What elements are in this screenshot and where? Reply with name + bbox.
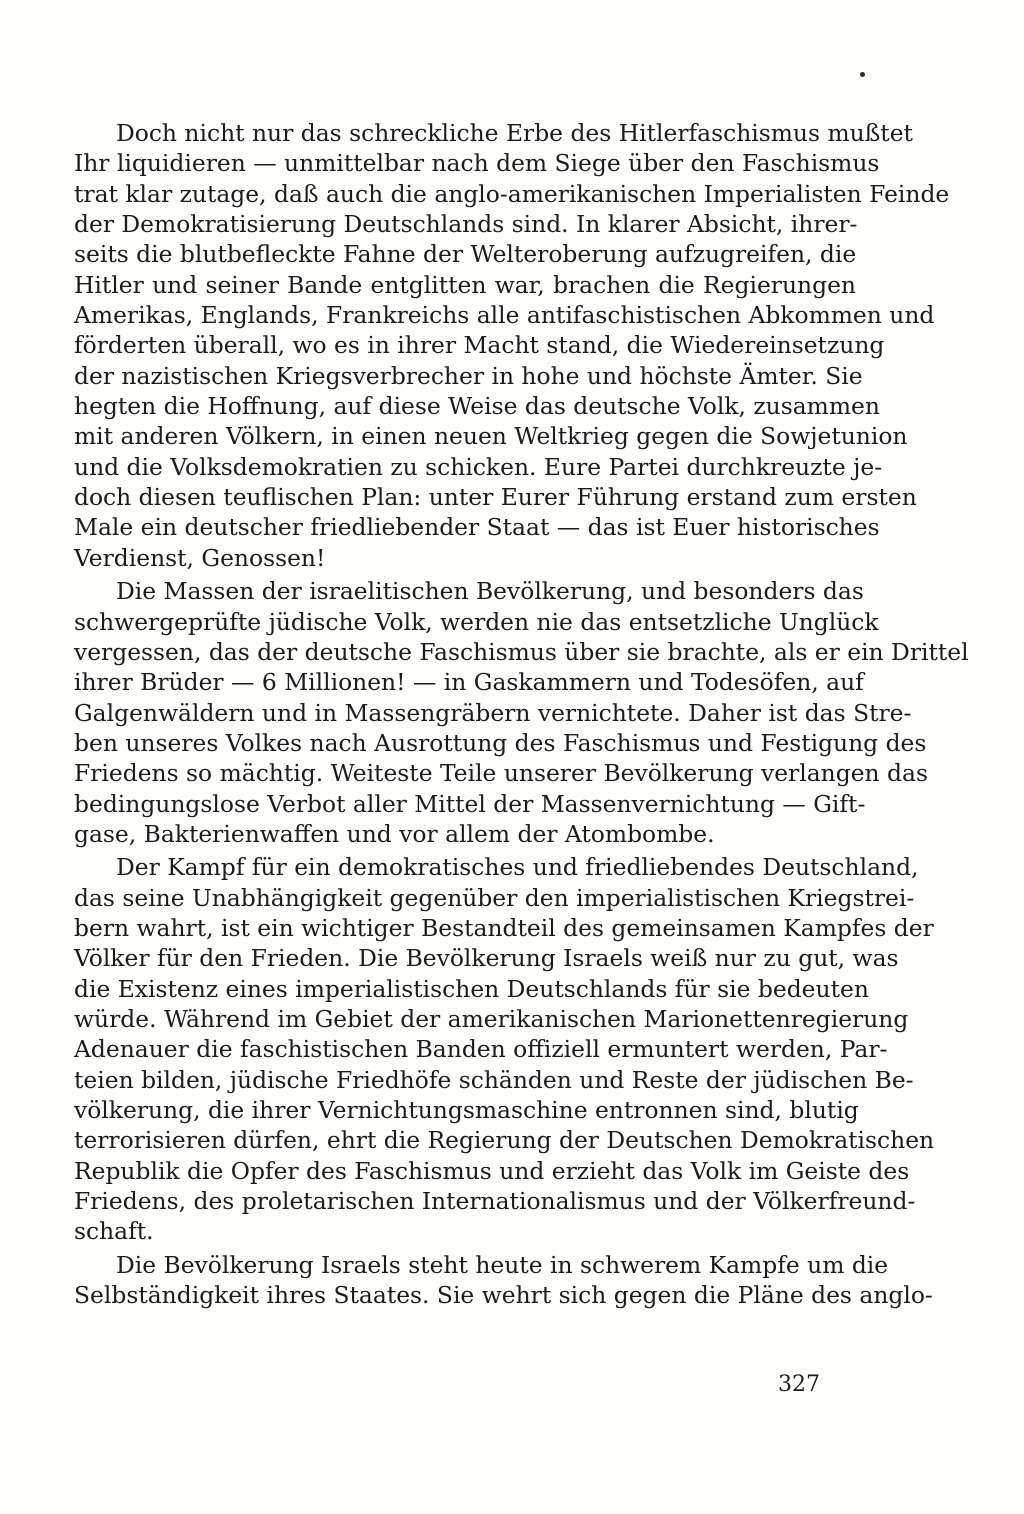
text-line: die Existenz eines imperialistischen Deutschlands für sie bedeuten bbox=[74, 974, 869, 1003]
text-line: förderten überall, wo es in ihrer Macht stand, die Wiedereinsetzung bbox=[74, 331, 885, 360]
text-line: ihrer Brüder — 6 Millionen! — in Gaskammern und Todesöfen, auf bbox=[74, 668, 864, 697]
text-line: Male ein deutscher friedliebender Staat — das ist Euer historisches bbox=[74, 513, 880, 542]
text-line: bern wahrt, ist ein wichtiger Bestandteil des gemeinsamen Kampfes der bbox=[74, 913, 934, 942]
text-line: ben unseres Volkes nach Ausrottung des Faschismus und Festigung des bbox=[74, 728, 927, 757]
text-line: schwergeprüfte jüdische Volk, werden nie das entsetzliche Unglück bbox=[74, 607, 879, 636]
text-line: Galgenwäldern und in Massengräbern vernichtete. Daher ist das Stre- bbox=[74, 698, 912, 727]
paragraph bbox=[74, 1250, 933, 1311]
paragraph bbox=[74, 118, 950, 573]
text-line: vergessen, das der deutsche Faschismus über sie brachte, als er ein Drittel bbox=[74, 637, 969, 666]
body-text bbox=[74, 118, 969, 1310]
text-line: schaft. bbox=[74, 1217, 154, 1246]
text-line: hegten die Hoffnung, auf diese Weise das deutsche Volk, zusammen bbox=[74, 392, 880, 421]
text-line: Völker für den Frieden. Die Bevölkerung Israels weiß nur zu gut, was bbox=[74, 944, 899, 973]
text-line: seits die blutbefleckte Fahne der Welteroberung aufzugreifen, die bbox=[74, 240, 857, 269]
paragraph bbox=[74, 852, 935, 1246]
text-line: Doch nicht nur das schreckliche Erbe des Hitlerfaschismus mußtet bbox=[116, 119, 913, 147]
text-line: Ihr liquidieren — unmittelbar nach dem Siege über den Faschismus bbox=[74, 149, 880, 178]
text-line: völkerung, die ihrer Vernichtungsmaschine entronnen sind, blutig bbox=[74, 1096, 859, 1124]
text-line: Friedens, des proletarischen Internationalismus und der Völkerfreund- bbox=[74, 1187, 916, 1216]
text-line: Hitler und seiner Bande entglitten war, brachen die Regierungen bbox=[74, 270, 856, 299]
text-line: doch diesen teuflischen Plan: unter Eurer Führung erstand zum ersten bbox=[74, 483, 917, 512]
text-line: Selbständigkeit ihres Staates. Sie wehrt sich gegen die Pläne des anglo- bbox=[74, 1281, 933, 1310]
text-line: Der Kampf für ein demokratisches und friedliebendes Deutschland, bbox=[116, 853, 919, 882]
text-line: und die Volksdemokratien zu schicken. Eure Partei durchkreuzte je- bbox=[74, 452, 883, 481]
paragraph bbox=[74, 576, 969, 849]
text-line: Republik die Opfer des Faschismus und erzieht das Volk im Geiste des bbox=[74, 1156, 910, 1185]
text-line: Adenauer die faschistischen Banden offiziell ermuntert werden, Par- bbox=[74, 1035, 888, 1064]
text-line: das seine Unabhängigkeit gegenüber den imperialistischen Kriegstrei- bbox=[74, 883, 915, 912]
text-line: würde. Während im Gebiet der amerikanischen Marionettenregierung bbox=[74, 1004, 909, 1033]
text-line: der Demokratisierung Deutschlands sind. In klarer Absicht, ihrer- bbox=[74, 210, 858, 239]
text-line: teien bilden, jüdische Friedhöfe schänden und Reste der jüdischen Be- bbox=[74, 1065, 914, 1094]
text-line: Amerikas, Englands, Frankreichs alle antifaschistischen Abkommen und bbox=[74, 301, 935, 330]
text-line: Verdienst, Genossen! bbox=[74, 543, 326, 572]
text-line: bedingungslose Verbot aller Mittel der Massenvernichtung — Gift- bbox=[74, 789, 866, 818]
ink-speck bbox=[860, 72, 865, 77]
text-line: trat klar zutage, daß auch die anglo-amerikanischen Imperialisten Feinde bbox=[74, 179, 950, 208]
text-line: Die Massen der israelitischen Bevölkerung, und besonders das bbox=[116, 577, 864, 606]
page-number: 327 bbox=[778, 1372, 820, 1397]
text-line: mit anderen Völkern, in einen neuen Weltkrieg gegen die Sowjetunion bbox=[74, 422, 908, 451]
text-line: Friedens so mächtig. Weiteste Teile unserer Bevölkerung verlangen das bbox=[74, 759, 928, 788]
text-line: der nazistischen Kriegsverbrecher in hohe und höchste Ämter. Sie bbox=[74, 361, 863, 390]
text-line: Die Bevölkerung Israels steht heute in schwerem Kampfe um die bbox=[116, 1250, 889, 1279]
text-line: terrorisieren dürfen, ehrt die Regierung der Deutschen Demokratischen bbox=[74, 1126, 935, 1155]
text-line: gase, Bakterienwaffen und vor allem der Atombombe. bbox=[74, 819, 715, 848]
